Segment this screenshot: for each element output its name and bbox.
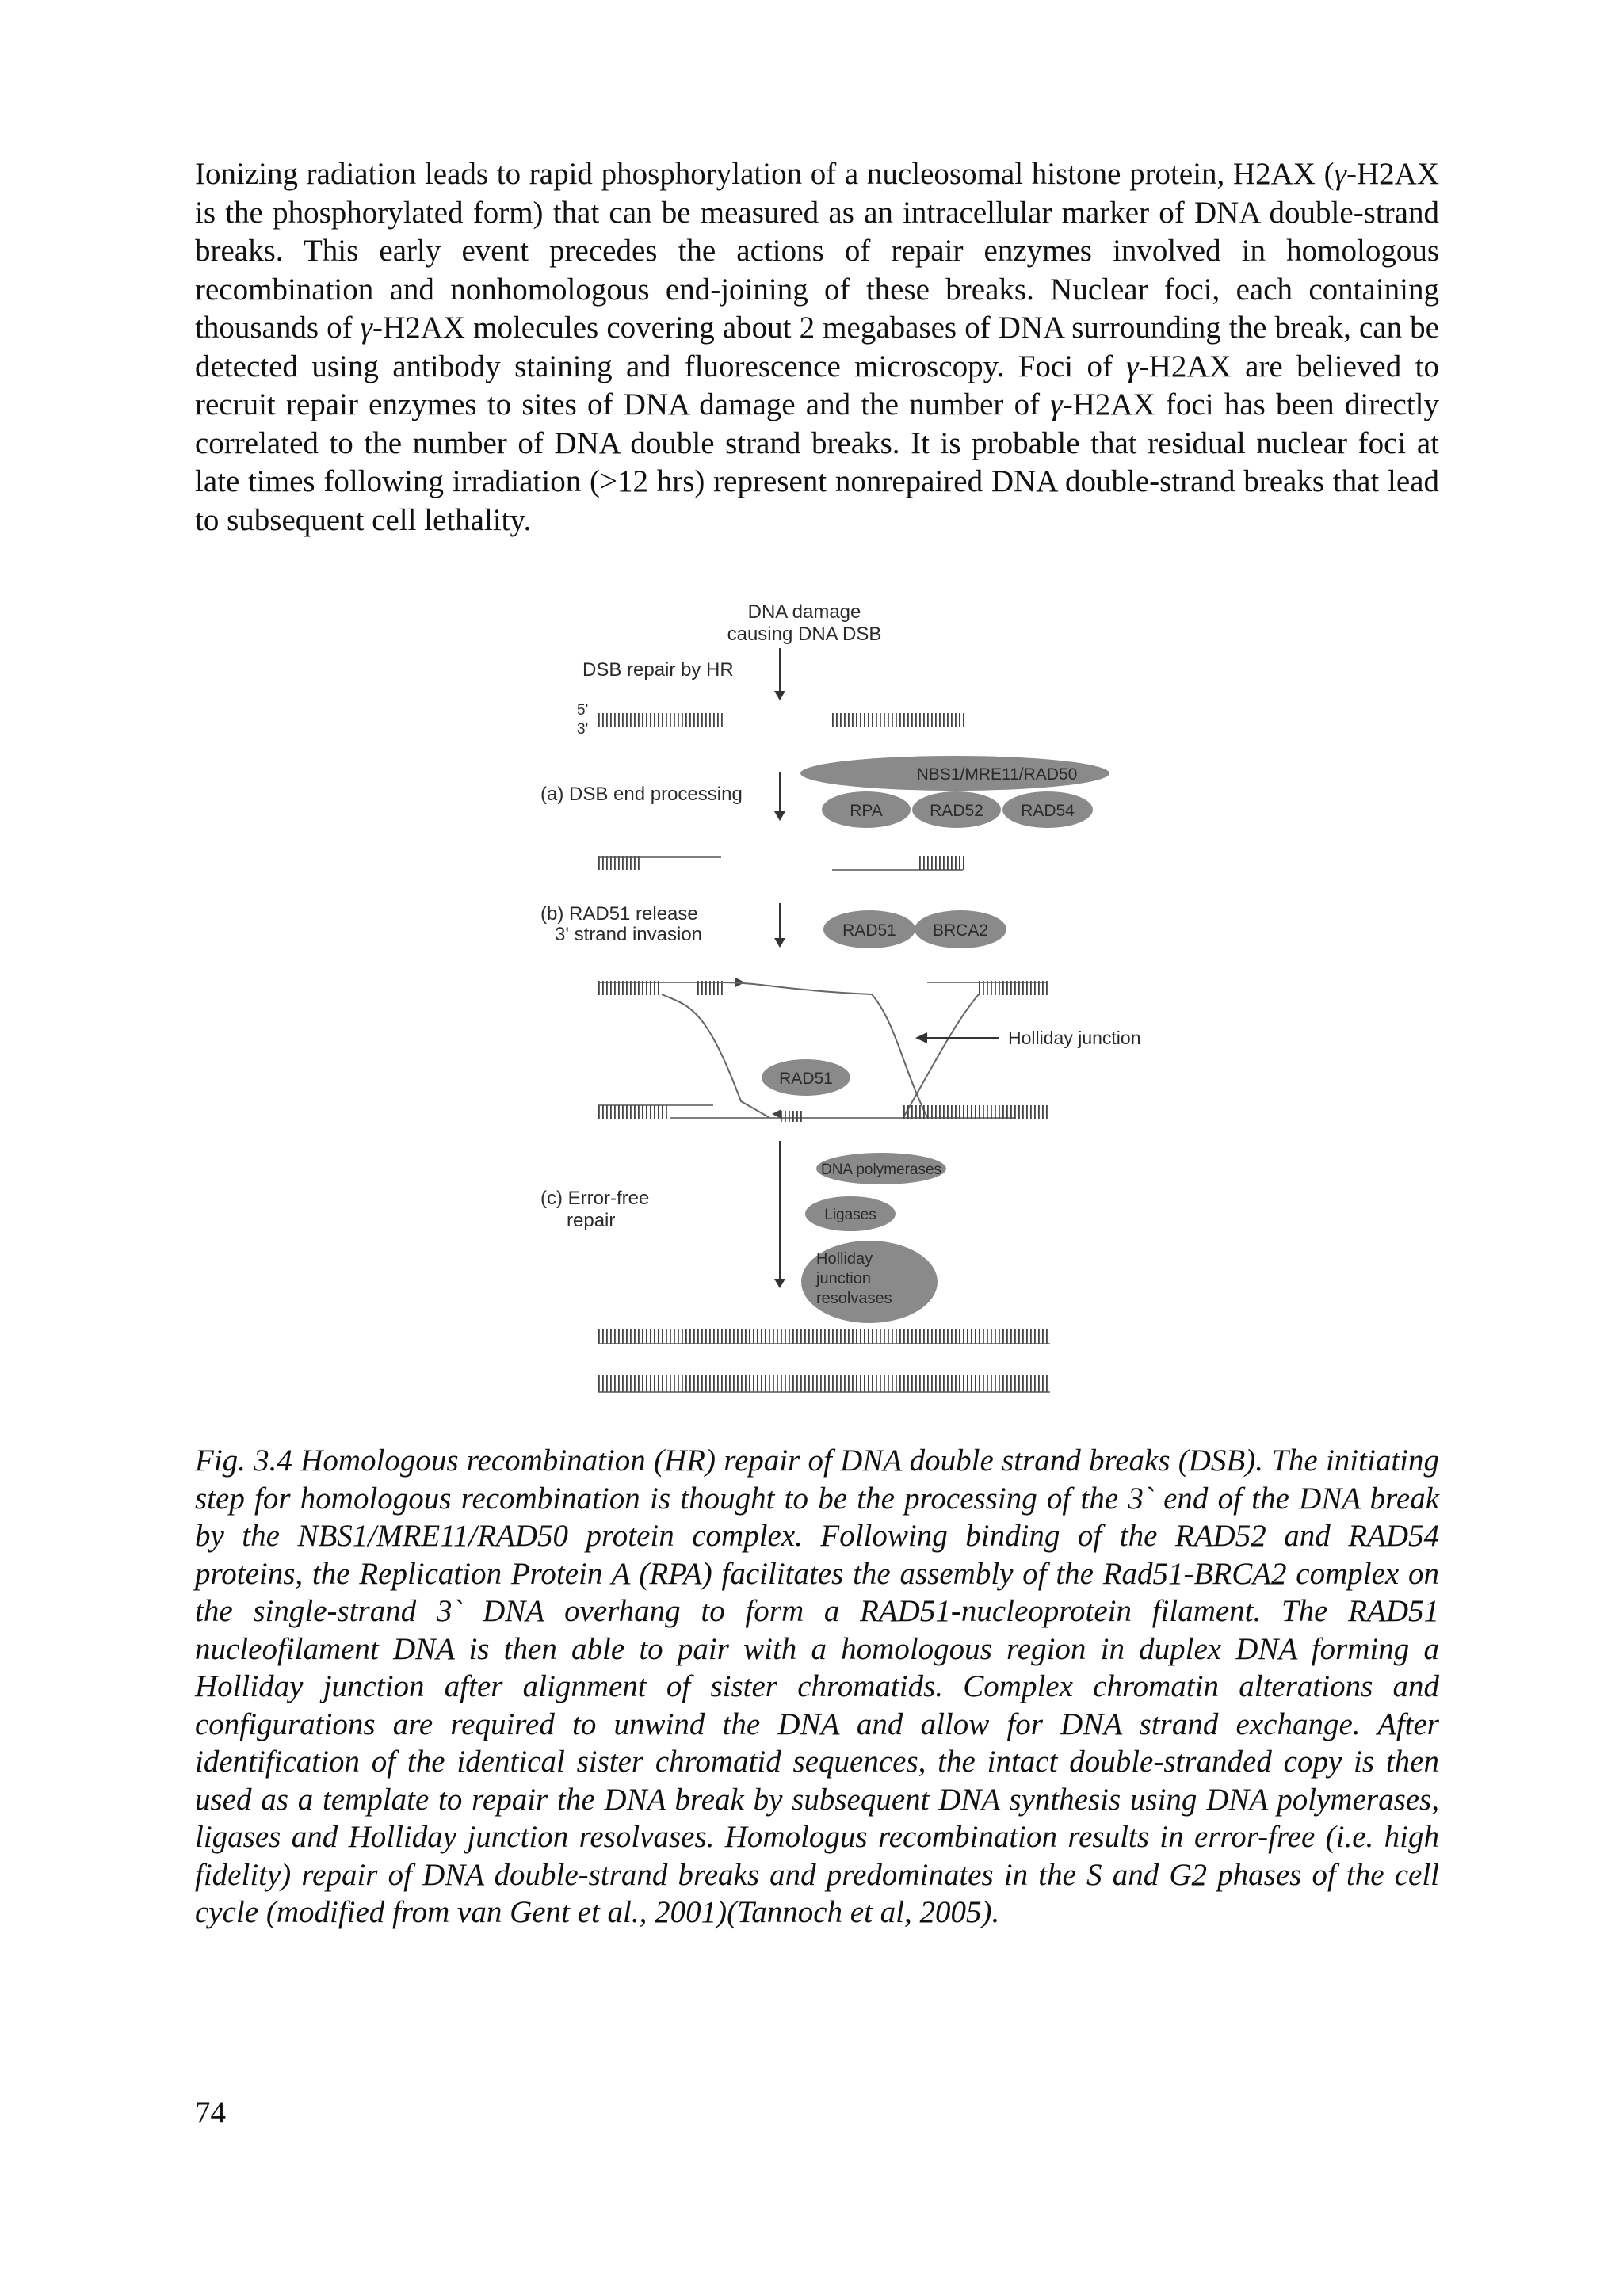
arrowhead-1 <box>774 691 785 700</box>
label-3-prime: 3' <box>577 721 589 738</box>
resolvases-label-2: junction <box>816 1270 871 1287</box>
arrowhead-2 <box>774 811 785 821</box>
holliday-pointer-head <box>915 1032 927 1043</box>
label-5-prime: 5' <box>577 702 589 719</box>
body-paragraph <box>195 155 1439 540</box>
template-duplex-left <box>598 1105 670 1119</box>
rpa-label: RPA <box>850 802 883 820</box>
diagram-label-causing-dsb: causing DNA DSB <box>727 624 882 645</box>
strand-crossing-a <box>872 994 927 1117</box>
synthesis-arrow <box>772 1109 781 1119</box>
resected-end-right <box>919 856 965 870</box>
step-c-label-2: repair <box>567 1210 616 1231</box>
dna-polymerases-label: DNA polymerases <box>820 1161 942 1178</box>
gamma-symbol: γ- <box>1334 157 1357 191</box>
nbs1-complex-label: NBS1/MRE11/RAD50 <box>916 765 1078 784</box>
resolvases-label-3: resolvases <box>816 1290 892 1307</box>
hr-repair-diagram <box>523 594 1141 1410</box>
body-text-3: H2AX molecules covering about 2 megabases of DNA surrounding the break, can be detected using antibody staining and fluorescence microscopy. Foci of <box>195 311 1439 383</box>
body-text-4: H2AX are believed to recruit repair enzymes to sites of DNA damage and the number of <box>195 349 1439 421</box>
body-text-5: H2AX foci has been directly correlated to the number of DNA double strand breaks. It is probable that residual nuclear foci at late times following irradiation (>12 hrs) represent nonrepaired DNA double-strand breaks that lead to subsequent cell lethality. <box>195 387 1439 537</box>
arrowhead-3 <box>774 938 785 948</box>
step-b-label-1: (b) RAD51 release <box>540 903 698 925</box>
body-text-1: Ionizing radiation leads to rapid phosphorylation of a nucleosomal histone protein, H2AX ( <box>195 157 1335 191</box>
repaired-duplex-1 <box>598 1329 1050 1344</box>
holliday-junction-label: Holliday junction <box>1008 1028 1141 1048</box>
step-a-label: (a) DSB end processing <box>540 784 743 805</box>
strand-upper-path <box>721 982 872 994</box>
repaired-duplex-2 <box>598 1375 1050 1392</box>
step-c-label-1: (c) Error-free <box>540 1188 650 1209</box>
new-synthesis <box>781 1111 804 1122</box>
figure-caption: Fig. 3.4 Homologous recombination (HR) repair of DNA double strand breaks (DSB). The initiating step for homologous recombination is thought to be the processing of the 3` end of the DNA break by the NBS1/MRE11/RAD50 protein complex. Following binding of the RAD52 and RAD54 proteins, the Replication Protein A (RPA) facilitates the assembly of the Rad51-BRCA2 complex on the single-strand 3` DNA overhang to form a RAD51-nucleoprotein filament. The RAD51 nucleofilament DNA is then able to pair with a homologous region in duplex DNA forming a Holliday junction after alignment of sister chromatids. Complex chromatin alterations and configurations are required to unwind the DNA and allow for DNA strand exchange. After identification of the identical sister chromatid sequences, the intact double-stranded copy is then used as a template to repair the DNA break by subsequent DNA synthesis using DNA polymerases, ligases and Holliday junction resolvases. Homologus recombination results in error-free (i.e. high fidelity) repair of DNA double-strand breaks and predominates in the S and G2 phases of the cell cycle (modified from van Gent et al., 2001)(Tannoch et al, 2005). <box>195 1444 1439 1929</box>
diagram-label-dna-damage: DNA damage <box>747 601 861 623</box>
rad51-label: RAD51 <box>842 921 896 940</box>
page-number: 74 <box>195 2096 226 2130</box>
dna-duplex-left <box>596 713 723 727</box>
strand-crossing-left <box>662 994 769 1117</box>
body-text-2: H2AX is the phosphorylated form) that can be measured as an intracellular marker of DNA double-strand breaks. This early event precedes the actions of repair enzymes involved in homologous recombination and nonhomologous end-joining of these breaks. Nuclear foci, each containing thousands of <box>195 157 1439 345</box>
arrowhead-4 <box>774 1279 785 1288</box>
gamma-symbol: γ- <box>360 311 384 345</box>
rad51-filament-label: RAD51 <box>779 1070 833 1088</box>
ligases-label: Ligases <box>824 1207 876 1223</box>
step-b-label-2: 3' strand invasion <box>555 924 703 945</box>
dna-duplex-right <box>832 713 965 727</box>
brca2-label: BRCA2 <box>932 921 989 940</box>
gamma-symbol: γ- <box>1126 349 1149 383</box>
rad54-label: RAD54 <box>1021 802 1075 820</box>
diagram-canvas <box>523 594 1141 1410</box>
strand-crossing-b <box>903 994 979 1117</box>
rad52-label: RAD52 <box>930 802 983 820</box>
template-duplex-right <box>902 1105 1048 1119</box>
resolvases-label-1: Holliday <box>816 1250 873 1268</box>
gamma-symbol: γ- <box>1050 387 1073 421</box>
diagram-label-dsb-repair: DSB repair by HR <box>582 659 734 681</box>
